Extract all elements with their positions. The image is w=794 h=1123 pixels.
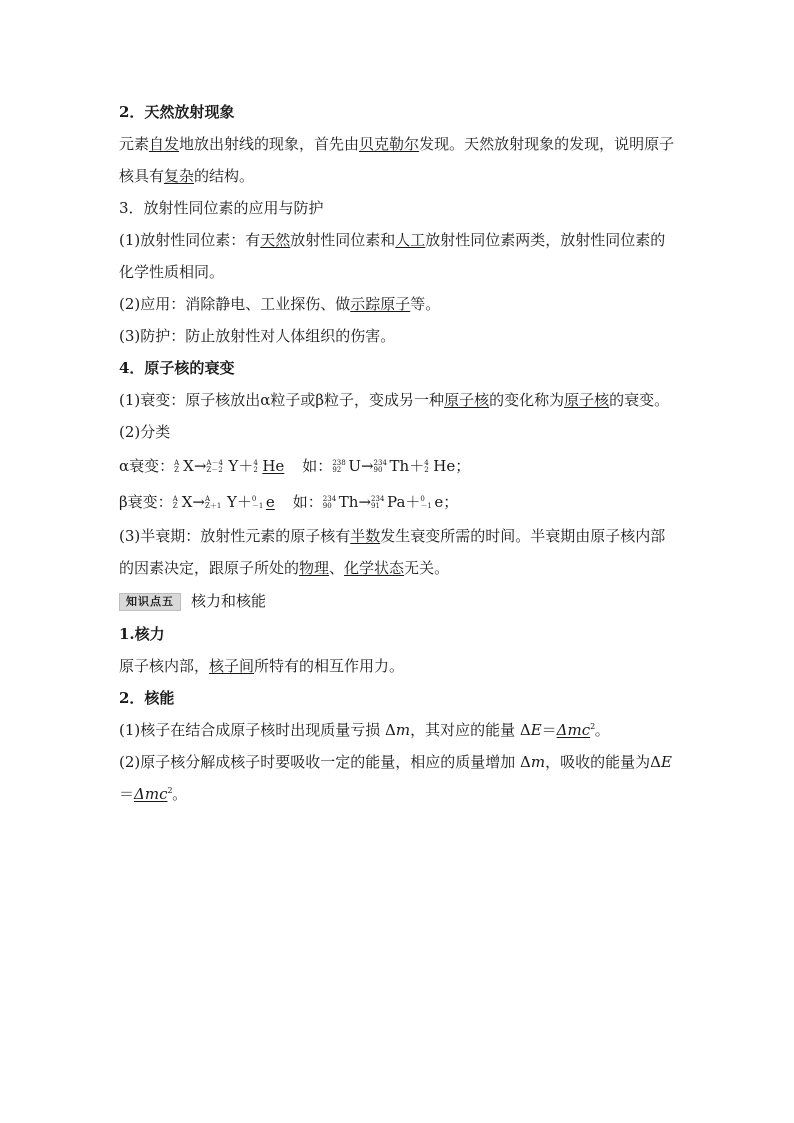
subsection-title-nuclear-energy: 2．核能 [119, 689, 175, 707]
blank-answer: 原子核 [444, 391, 490, 409]
blank-answer: 贝克勒尔 [359, 135, 420, 153]
plus: ＋ [238, 457, 254, 475]
text: 放射性同位素和 [290, 231, 396, 249]
alpha-decay-equation [119, 448, 679, 484]
item-decay-definition [119, 384, 679, 416]
mass-number: A－4 [206, 459, 223, 467]
blank-answer: He [262, 457, 285, 475]
atomic-number: 92 [332, 466, 342, 474]
text: (2)应用：消除静电、工业探伤、做 [119, 295, 351, 313]
text: 的衰变。 [609, 391, 670, 409]
symbol: Y [226, 493, 237, 511]
arrow: → [193, 457, 207, 475]
nuclide-index [205, 496, 227, 510]
text: (2)原子核分解成核子时要吸收一定的能量，相应的质量增加 Δ [119, 753, 531, 771]
variable: m [395, 721, 411, 739]
exponent: 2 [167, 786, 173, 795]
symbol: He； [433, 457, 471, 475]
nuclide-index [420, 496, 434, 510]
mass-number: 4 [253, 459, 258, 467]
mass-number: A [172, 495, 178, 503]
document-page [119, 96, 679, 810]
text: ＝ [541, 721, 557, 739]
symbol: X [183, 457, 194, 475]
symbol: Pa [387, 493, 406, 511]
atomic-number: －1 [251, 502, 264, 510]
blank-answer: e [265, 493, 275, 511]
plus: ＋ [405, 493, 421, 511]
blank-answer: 自发 [149, 135, 180, 153]
text: 地放出射线的现象，首先由 [179, 135, 360, 153]
atomic-number: Z＋1 [204, 502, 222, 510]
nuclide-index [374, 460, 390, 474]
section-title-natural-radioactivity: 2．天然放射现象 [119, 103, 235, 121]
section-title-isotope-application: 3．放射性同位素的应用与防护 [119, 199, 324, 217]
mass-number: 4 [424, 459, 429, 467]
nuclide-index [371, 496, 387, 510]
atomic-number: Z [172, 502, 178, 510]
symbol: e； [434, 493, 459, 511]
text: (1)核子在结合成原子核时出现质量亏损 Δ [119, 721, 396, 739]
text: 发生衰变所需的时间。半衰期由原子核内部的因素决定，跟原子所处的 [119, 527, 666, 577]
mass-number: 0 [420, 495, 425, 503]
text: 的变化称为 [489, 391, 565, 409]
nuclide-index [424, 460, 433, 474]
knowledge-point-header [119, 584, 679, 618]
nuclide-index [252, 496, 266, 510]
atomic-number: Z－2 [206, 466, 223, 474]
mass-number: A [204, 495, 211, 503]
symbol: Th [389, 457, 410, 475]
blank-answer: 复杂 [164, 167, 195, 185]
blank-answer: 核子间 [209, 657, 255, 675]
label: α衰变： [119, 457, 175, 475]
blank-answer: 物理 [299, 559, 330, 577]
text: 如： [292, 493, 323, 511]
text: ，吸收的能量为Δ [545, 753, 661, 771]
text: ＝ [119, 785, 135, 803]
mass-number: 238 [332, 459, 346, 467]
mass-number: 0 [251, 495, 257, 503]
item-protection: (3)防护：防止放射性对人体组织的伤害。 [119, 327, 396, 345]
variable: m [530, 753, 546, 771]
text: 。 [172, 785, 188, 803]
nuclide-index [206, 460, 228, 474]
nuclide-index [173, 496, 182, 510]
knowledge-point-badge: 知识点五 [119, 593, 181, 611]
arrow: → [360, 457, 374, 475]
text: 的结构。 [194, 167, 255, 185]
arrow: → [192, 493, 205, 511]
paragraph-nuclear-force [119, 650, 679, 682]
atomic-number: 91 [371, 502, 380, 510]
mass-number: 234 [373, 459, 387, 467]
text: 元素 [119, 135, 150, 153]
item-isotopes [119, 224, 679, 288]
blank-answer: 化学状态 [344, 559, 405, 577]
atomic-number: 2 [253, 466, 258, 474]
blank-answer: 原子核 [564, 391, 610, 409]
blank-answer: Δmc [134, 785, 168, 803]
text: 等。 [410, 295, 441, 313]
plus: ＋ [236, 493, 252, 511]
blank-answer: 人工 [395, 231, 426, 249]
item-classification: (2)分类 [119, 423, 171, 441]
exponent: 2 [590, 722, 595, 731]
paragraph-natural-radioactivity [119, 128, 679, 192]
item-half-life [119, 520, 679, 584]
text: 所特有的相互作用力。 [254, 657, 405, 675]
text: 原子核内部， [119, 657, 210, 675]
text: 。 [594, 721, 610, 739]
text: 无关。 [404, 559, 450, 577]
knowledge-point-title: 核力和核能 [191, 592, 267, 610]
item-mass-defect [119, 714, 679, 746]
blank-answer: 天然 [260, 231, 291, 249]
text: (1)衰变：原子核放出α粒子或β粒子，变成另一种 [119, 391, 445, 409]
nuclide-index [174, 460, 183, 474]
atomic-number: 2 [424, 466, 429, 474]
arrow: → [358, 493, 372, 511]
symbol: Th [338, 493, 359, 511]
text: 、 [329, 559, 345, 577]
item-application [119, 288, 679, 320]
text: 放射性同位素两类，放射性同位素的化学性质相同。 [119, 231, 666, 281]
label: β衰变： [119, 493, 173, 511]
symbol: X [181, 493, 193, 511]
blank-answer: 示踪原子 [350, 295, 411, 313]
mass-number: 234 [371, 495, 385, 503]
blank-answer: 半数 [350, 527, 381, 545]
nuclide-index [253, 460, 262, 474]
atomic-number: 90 [373, 466, 383, 474]
atomic-number: 90 [322, 502, 332, 510]
symbol: Y [228, 457, 239, 475]
nuclide-index [332, 460, 348, 474]
symbol: U [348, 457, 361, 475]
section-title-nuclear-decay: 4．原子核的衰变 [119, 359, 235, 377]
atomic-number: －1 [420, 502, 432, 510]
item-decomposition [119, 746, 679, 810]
beta-decay-equation [119, 484, 679, 520]
mass-number: A [174, 459, 180, 467]
variable: E [660, 753, 672, 771]
atomic-number: Z [174, 466, 180, 474]
text: 发现。天然放射现象的发现，说明原子核具有 [119, 135, 675, 185]
subsection-title-nuclear-force: 1.核力 [119, 625, 165, 643]
text: (1)放射性同位素：有 [119, 231, 261, 249]
variable: E [530, 721, 542, 739]
plus: ＋ [409, 457, 425, 475]
nuclide-index [323, 496, 339, 510]
blank-answer: Δmc [556, 721, 591, 739]
mass-number: 234 [322, 495, 337, 503]
text: (3)半衰期：放射性元素的原子核有 [119, 527, 351, 545]
text: 如： [302, 457, 333, 475]
text: ，其对应的能量 Δ [410, 721, 531, 739]
